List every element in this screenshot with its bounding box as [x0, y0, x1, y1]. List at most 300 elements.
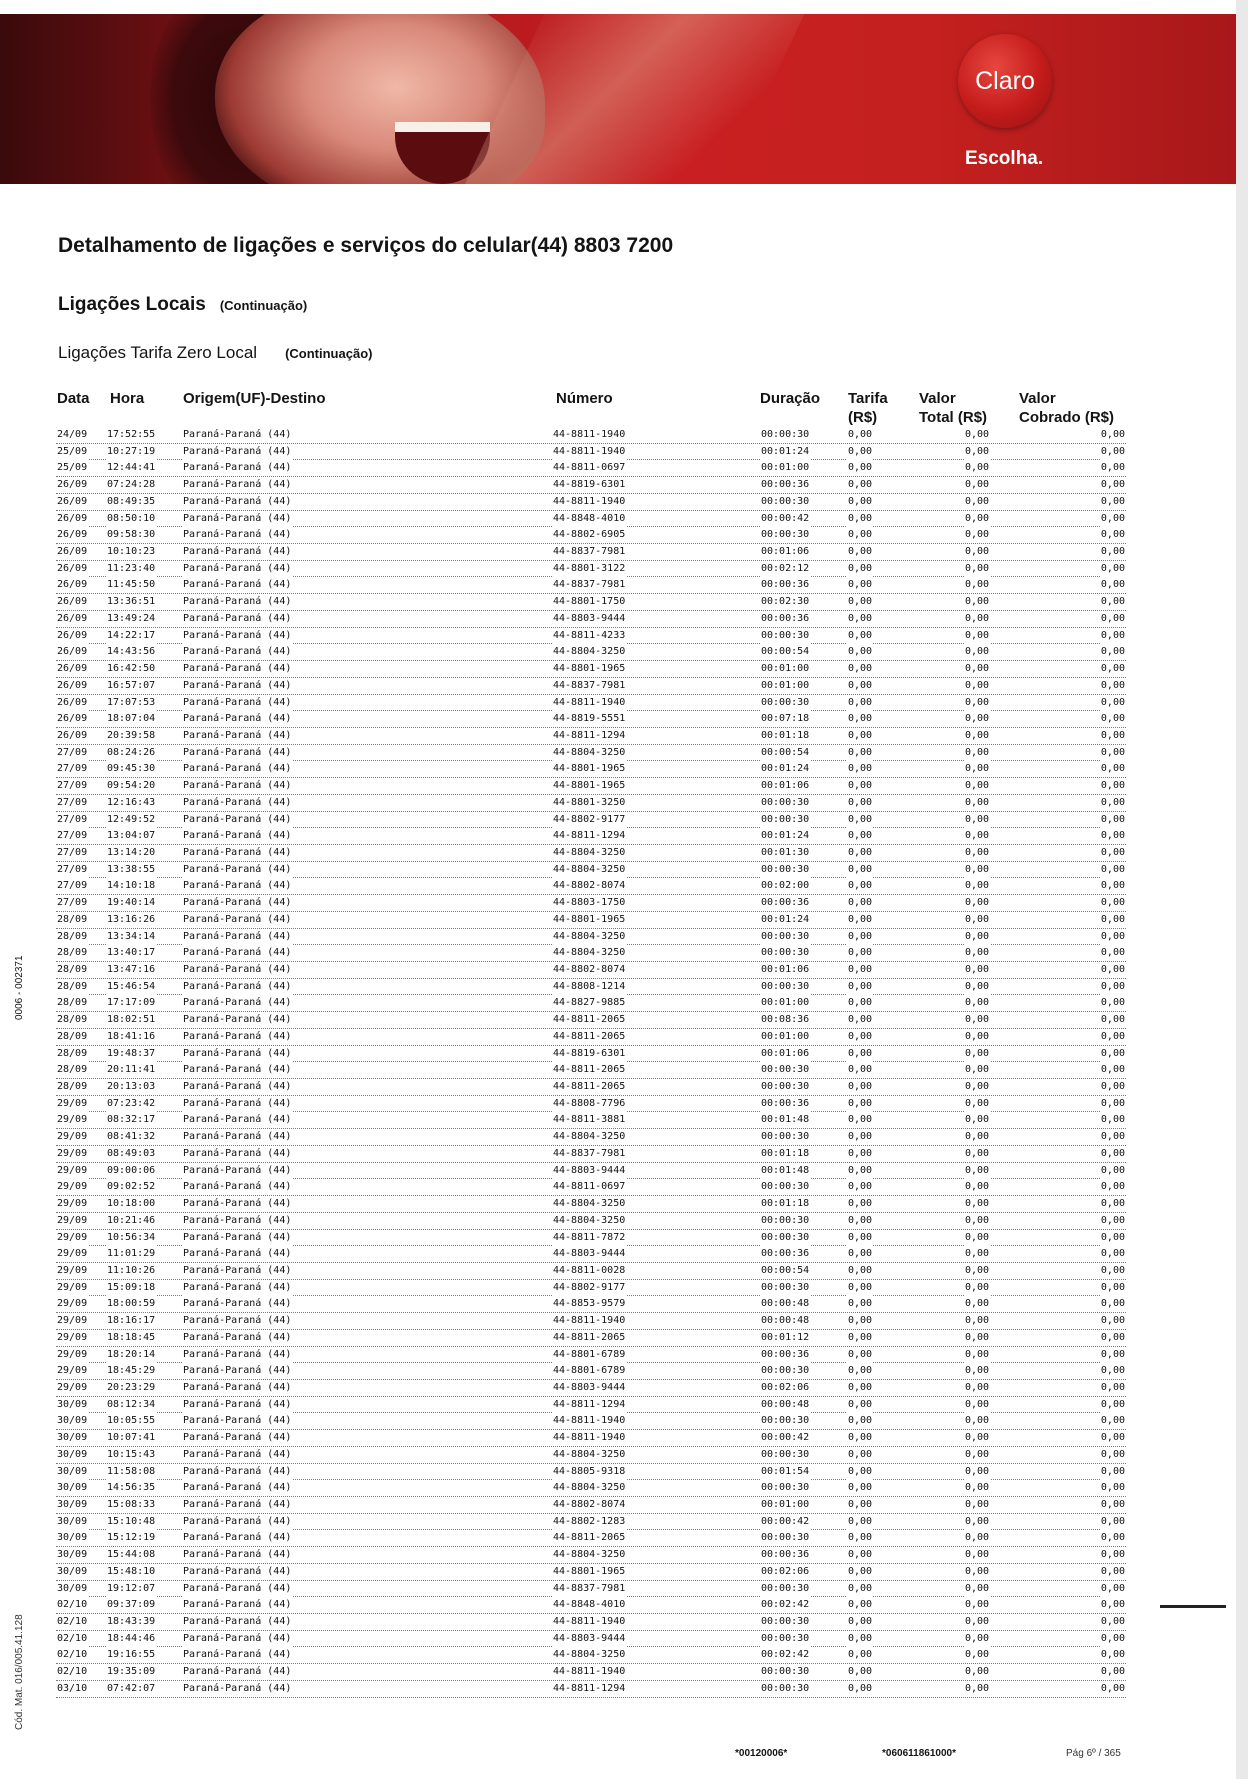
row-tariff: 0,00: [847, 812, 873, 828]
row-number: 44-8811-0028: [552, 1263, 626, 1279]
row-charged: 0,00: [1100, 995, 1126, 1011]
col-header-tarifa-unit: (R$): [848, 409, 878, 426]
row-time: 08:24:26: [106, 745, 156, 761]
row-origin: Paraná-Paraná (44): [182, 728, 292, 744]
row-date: 29/09: [56, 1363, 88, 1379]
row-date: 27/09: [56, 828, 88, 844]
row-origin: Paraná-Paraná (44): [182, 962, 292, 978]
row-number: 44-8811-1940: [552, 444, 626, 460]
row-number: 44-8804-3250: [552, 644, 626, 660]
row-time: 20:11:41: [106, 1062, 156, 1078]
row-number: 44-8811-1940: [552, 1313, 626, 1329]
row-time: 13:49:24: [106, 611, 156, 627]
row-date: 30/09: [56, 1530, 88, 1546]
row-total: 0,00: [964, 695, 990, 711]
row-total: 0,00: [964, 1363, 990, 1379]
row-duration: 00:00:30: [760, 929, 810, 945]
table-row: [56, 761, 1126, 778]
row-duration: 00:00:30: [760, 945, 810, 961]
table-row: [56, 845, 1126, 862]
row-charged: 0,00: [1100, 1647, 1126, 1663]
row-tariff: 0,00: [847, 795, 873, 811]
row-duration: 00:00:54: [760, 1263, 810, 1279]
row-total: 0,00: [964, 1112, 990, 1128]
row-charged: 0,00: [1100, 1564, 1126, 1580]
row-time: 12:49:52: [106, 812, 156, 828]
row-total: 0,00: [964, 979, 990, 995]
row-total: 0,00: [964, 812, 990, 828]
row-date: 29/09: [56, 1347, 88, 1363]
row-origin: Paraná-Paraná (44): [182, 1480, 292, 1496]
row-tariff: 0,00: [847, 1631, 873, 1647]
material-code: Cód. Mat. 016/005.41.128: [14, 1614, 25, 1730]
row-charged: 0,00: [1100, 1664, 1126, 1680]
row-date: 02/10: [56, 1664, 88, 1680]
row-number: 44-8804-3250: [552, 845, 626, 861]
row-origin: Paraná-Paraná (44): [182, 912, 292, 928]
table-row: [56, 695, 1126, 712]
row-number: 44-8811-2065: [552, 1029, 626, 1045]
row-time: 09:54:20: [106, 778, 156, 794]
row-tariff: 0,00: [847, 1397, 873, 1413]
row-charged: 0,00: [1100, 1046, 1126, 1062]
row-date: 26/09: [56, 678, 88, 694]
row-charged: 0,00: [1100, 1514, 1126, 1530]
table-row: [56, 561, 1126, 578]
row-date: 26/09: [56, 611, 88, 627]
table-row: [56, 1313, 1126, 1330]
row-date: 30/09: [56, 1564, 88, 1580]
row-number: 44-8804-3250: [552, 1647, 626, 1663]
row-date: 29/09: [56, 1230, 88, 1246]
table-row: [56, 1681, 1126, 1698]
row-date: 28/09: [56, 1012, 88, 1028]
row-date: 28/09: [56, 912, 88, 928]
row-date: 28/09: [56, 945, 88, 961]
row-tariff: 0,00: [847, 1430, 873, 1446]
table-row: [56, 895, 1126, 912]
row-number: 44-8808-7796: [552, 1096, 626, 1112]
row-duration: 00:01:00: [760, 678, 810, 694]
row-tariff: 0,00: [847, 544, 873, 560]
row-time: 09:00:06: [106, 1163, 156, 1179]
row-number: 44-8801-1965: [552, 661, 626, 677]
margin-mark: [1160, 1605, 1226, 1608]
row-charged: 0,00: [1100, 527, 1126, 543]
row-duration: 00:00:30: [760, 1581, 810, 1597]
row-total: 0,00: [964, 845, 990, 861]
row-time: 13:40:17: [106, 945, 156, 961]
table-row: [56, 1464, 1126, 1481]
row-duration: 00:00:42: [760, 1430, 810, 1446]
table-row: [56, 1112, 1126, 1129]
row-duration: 00:01:06: [760, 544, 810, 560]
row-number: 44-8802-8074: [552, 1497, 626, 1513]
row-date: 28/09: [56, 962, 88, 978]
row-time: 09:58:30: [106, 527, 156, 543]
row-time: 12:16:43: [106, 795, 156, 811]
table-row: [56, 1230, 1126, 1247]
col-header-tarifa: [848, 389, 888, 427]
table-row: [56, 979, 1126, 996]
row-tariff: 0,00: [847, 1380, 873, 1396]
row-origin: Paraná-Paraná (44): [182, 695, 292, 711]
row-tariff: 0,00: [847, 979, 873, 995]
brand-tagline: Escolha.: [965, 148, 1044, 169]
row-time: 14:22:17: [106, 628, 156, 644]
table-row: [56, 661, 1126, 678]
row-charged: 0,00: [1100, 1012, 1126, 1028]
table-row: [56, 812, 1126, 829]
row-time: 11:01:29: [106, 1246, 156, 1262]
row-date: 27/09: [56, 862, 88, 878]
row-charged: 0,00: [1100, 1129, 1126, 1145]
row-number: 44-8811-1294: [552, 1681, 626, 1697]
row-time: 16:57:07: [106, 678, 156, 694]
row-total: 0,00: [964, 778, 990, 794]
row-duration: 00:00:36: [760, 1347, 810, 1363]
row-charged: 0,00: [1100, 795, 1126, 811]
row-number: 44-8801-6789: [552, 1363, 626, 1379]
row-time: 13:04:07: [106, 828, 156, 844]
row-origin: Paraná-Paraná (44): [182, 711, 292, 727]
table-row: [56, 1480, 1126, 1497]
row-time: 18:41:16: [106, 1029, 156, 1045]
table-row: [56, 1213, 1126, 1230]
col-header-valor-total: [919, 389, 987, 427]
row-tariff: 0,00: [847, 1280, 873, 1296]
row-tariff: 0,00: [847, 511, 873, 527]
col-header-valor-cobrado-line2: Cobrado (R$): [1019, 409, 1114, 426]
row-charged: 0,00: [1100, 1313, 1126, 1329]
row-number: 44-8837-7981: [552, 1581, 626, 1597]
table-row: [56, 1046, 1126, 1063]
row-charged: 0,00: [1100, 444, 1126, 460]
table-row: [56, 1196, 1126, 1213]
row-duration: 00:00:36: [760, 477, 810, 493]
row-time: 10:10:23: [106, 544, 156, 560]
row-number: 44-8803-9444: [552, 1163, 626, 1179]
row-number: 44-8811-1940: [552, 695, 626, 711]
row-duration: 00:00:30: [760, 1530, 810, 1546]
row-time: 11:58:08: [106, 1464, 156, 1480]
row-total: 0,00: [964, 995, 990, 1011]
table-row: [56, 460, 1126, 477]
row-duration: 00:02:42: [760, 1597, 810, 1613]
table-row: [56, 611, 1126, 628]
row-origin: Paraná-Paraná (44): [182, 544, 292, 560]
row-origin: Paraná-Paraná (44): [182, 644, 292, 660]
row-total: 0,00: [964, 929, 990, 945]
row-origin: Paraná-Paraná (44): [182, 427, 292, 443]
row-origin: Paraná-Paraná (44): [182, 1430, 292, 1446]
row-charged: 0,00: [1100, 895, 1126, 911]
row-charged: 0,00: [1100, 611, 1126, 627]
row-number: 44-8801-1750: [552, 594, 626, 610]
table-row: [56, 594, 1126, 611]
row-duration: 00:00:30: [760, 427, 810, 443]
row-date: 02/10: [56, 1647, 88, 1663]
row-tariff: 0,00: [847, 695, 873, 711]
row-origin: Paraná-Paraná (44): [182, 1246, 292, 1262]
row-total: 0,00: [964, 594, 990, 610]
row-tariff: 0,00: [847, 1196, 873, 1212]
row-total: 0,00: [964, 945, 990, 961]
table-row: [56, 1012, 1126, 1029]
row-origin: Paraná-Paraná (44): [182, 1179, 292, 1195]
row-origin: Paraná-Paraná (44): [182, 1280, 292, 1296]
row-charged: 0,00: [1100, 577, 1126, 593]
row-total: 0,00: [964, 444, 990, 460]
row-origin: Paraná-Paraná (44): [182, 628, 292, 644]
row-number: 44-8808-1214: [552, 979, 626, 995]
row-total: 0,00: [964, 1079, 990, 1095]
row-charged: 0,00: [1100, 678, 1126, 694]
col-header-duracao: Duração: [760, 390, 821, 407]
row-time: 10:07:41: [106, 1430, 156, 1446]
row-tariff: 0,00: [847, 711, 873, 727]
row-total: 0,00: [964, 1230, 990, 1246]
row-charged: 0,00: [1100, 862, 1126, 878]
row-time: 18:18:45: [106, 1330, 156, 1346]
col-header-origem: Origem(UF)-Destino: [183, 390, 326, 407]
row-charged: 0,00: [1100, 1296, 1126, 1312]
row-charged: 0,00: [1100, 661, 1126, 677]
table-row: [56, 1447, 1126, 1464]
row-number: 44-8853-9579: [552, 1296, 626, 1312]
row-date: 30/09: [56, 1581, 88, 1597]
row-origin: Paraná-Paraná (44): [182, 745, 292, 761]
row-tariff: 0,00: [847, 477, 873, 493]
row-duration: 00:00:30: [760, 862, 810, 878]
row-time: 17:52:55: [106, 427, 156, 443]
row-time: 10:05:55: [106, 1413, 156, 1429]
row-duration: 00:00:48: [760, 1313, 810, 1329]
row-total: 0,00: [964, 511, 990, 527]
row-number: 44-8811-1940: [552, 1664, 626, 1680]
row-charged: 0,00: [1100, 544, 1126, 560]
row-tariff: 0,00: [847, 611, 873, 627]
row-charged: 0,00: [1100, 1581, 1126, 1597]
table-row: [56, 912, 1126, 929]
row-date: 30/09: [56, 1514, 88, 1530]
row-time: 15:10:48: [106, 1514, 156, 1530]
row-number: 44-8803-9444: [552, 1246, 626, 1262]
row-total: 0,00: [964, 1480, 990, 1496]
row-number: 44-8811-4233: [552, 628, 626, 644]
row-origin: Paraná-Paraná (44): [182, 795, 292, 811]
row-date: 28/09: [56, 1029, 88, 1045]
table-row: [56, 1079, 1126, 1096]
row-origin: Paraná-Paraná (44): [182, 611, 292, 627]
row-date: 27/09: [56, 812, 88, 828]
subsection-label: Ligações Tarifa Zero Local: [58, 343, 258, 362]
row-date: 30/09: [56, 1430, 88, 1446]
row-tariff: 0,00: [847, 1012, 873, 1028]
row-charged: 0,00: [1100, 1363, 1126, 1379]
row-tariff: 0,00: [847, 661, 873, 677]
row-total: 0,00: [964, 1179, 990, 1195]
row-time: 18:07:04: [106, 711, 156, 727]
row-tariff: 0,00: [847, 1664, 873, 1680]
row-total: 0,00: [964, 912, 990, 928]
row-origin: Paraná-Paraná (44): [182, 812, 292, 828]
table-row: [56, 511, 1126, 528]
row-tariff: 0,00: [847, 862, 873, 878]
row-tariff: 0,00: [847, 1447, 873, 1463]
row-origin: Paraná-Paraná (44): [182, 1514, 292, 1530]
row-date: 28/09: [56, 1046, 88, 1062]
row-tariff: 0,00: [847, 1046, 873, 1062]
row-total: 0,00: [964, 1514, 990, 1530]
row-time: 11:45:50: [106, 577, 156, 593]
page-number: Pág 6º / 365: [1066, 1748, 1121, 1759]
row-origin: Paraná-Paraná (44): [182, 895, 292, 911]
row-tariff: 0,00: [847, 1564, 873, 1580]
row-tariff: 0,00: [847, 745, 873, 761]
row-tariff: 0,00: [847, 1581, 873, 1597]
row-time: 08:49:03: [106, 1146, 156, 1162]
row-total: 0,00: [964, 427, 990, 443]
row-time: 07:23:42: [106, 1096, 156, 1112]
row-date: 26/09: [56, 628, 88, 644]
row-charged: 0,00: [1100, 778, 1126, 794]
table-row: [56, 778, 1126, 795]
row-total: 0,00: [964, 1330, 990, 1346]
col-header-data: Data: [57, 390, 90, 407]
row-duration: 00:01:48: [760, 1163, 810, 1179]
row-time: 18:20:14: [106, 1347, 156, 1363]
row-number: 44-8811-1294: [552, 828, 626, 844]
row-origin: Paraná-Paraná (44): [182, 1631, 292, 1647]
row-duration: 00:01:06: [760, 1046, 810, 1062]
row-date: 02/10: [56, 1597, 88, 1613]
row-charged: 0,00: [1100, 1029, 1126, 1045]
row-number: 44-8819-6301: [552, 477, 626, 493]
row-duration: 00:00:30: [760, 795, 810, 811]
row-charged: 0,00: [1100, 1480, 1126, 1496]
row-time: 09:37:09: [106, 1597, 156, 1613]
row-time: 13:14:20: [106, 845, 156, 861]
row-date: 29/09: [56, 1179, 88, 1195]
row-number: 44-8811-1940: [552, 1430, 626, 1446]
table-row: [56, 1029, 1126, 1046]
row-origin: Paraná-Paraná (44): [182, 929, 292, 945]
row-charged: 0,00: [1100, 1530, 1126, 1546]
row-duration: 00:02:00: [760, 878, 810, 894]
row-origin: Paraná-Paraná (44): [182, 761, 292, 777]
col-header-valor-total-line2: Total (R$): [919, 409, 988, 426]
calls-table: [56, 427, 1126, 1698]
row-total: 0,00: [964, 962, 990, 978]
row-origin: Paraná-Paraná (44): [182, 862, 292, 878]
row-total: 0,00: [964, 1614, 990, 1630]
table-row: [56, 1280, 1126, 1297]
row-duration: 00:02:42: [760, 1647, 810, 1663]
page-edge: [1236, 0, 1248, 1779]
row-charged: 0,00: [1100, 929, 1126, 945]
col-header-numero: Número: [556, 390, 613, 407]
row-charged: 0,00: [1100, 711, 1126, 727]
row-duration: 00:00:30: [760, 1681, 810, 1697]
row-duration: 00:00:36: [760, 1547, 810, 1563]
row-tariff: 0,00: [847, 678, 873, 694]
row-time: 08:41:32: [106, 1129, 156, 1145]
row-tariff: 0,00: [847, 1079, 873, 1095]
row-tariff: 0,00: [847, 1480, 873, 1496]
row-date: 29/09: [56, 1280, 88, 1296]
row-number: 44-8802-9177: [552, 1280, 626, 1296]
row-time: 14:10:18: [106, 878, 156, 894]
row-total: 0,00: [964, 1497, 990, 1513]
table-row: [56, 728, 1126, 745]
row-tariff: 0,00: [847, 561, 873, 577]
row-number: 44-8804-3250: [552, 745, 626, 761]
row-total: 0,00: [964, 494, 990, 510]
row-charged: 0,00: [1100, 594, 1126, 610]
row-time: 18:44:46: [106, 1631, 156, 1647]
row-origin: Paraná-Paraná (44): [182, 1213, 292, 1229]
row-total: 0,00: [964, 1163, 990, 1179]
row-tariff: 0,00: [847, 1497, 873, 1513]
row-date: 02/10: [56, 1631, 88, 1647]
row-number: 44-8804-3250: [552, 1480, 626, 1496]
row-origin: Paraná-Paraná (44): [182, 979, 292, 995]
row-duration: 00:01:18: [760, 1146, 810, 1162]
row-date: 30/09: [56, 1497, 88, 1513]
row-origin: Paraná-Paraná (44): [182, 1079, 292, 1095]
table-row: [56, 1330, 1126, 1347]
claro-logo: [958, 34, 1052, 128]
row-origin: Paraná-Paraná (44): [182, 778, 292, 794]
row-date: 26/09: [56, 711, 88, 727]
row-tariff: 0,00: [847, 945, 873, 961]
row-total: 0,00: [964, 1196, 990, 1212]
table-row: [56, 1263, 1126, 1280]
row-time: 20:23:29: [106, 1380, 156, 1396]
row-time: 18:45:29: [106, 1363, 156, 1379]
row-charged: 0,00: [1100, 1263, 1126, 1279]
col-header-tarifa-label: Tarifa: [848, 390, 888, 407]
row-tariff: 0,00: [847, 527, 873, 543]
row-tariff: 0,00: [847, 594, 873, 610]
row-total: 0,00: [964, 1296, 990, 1312]
table-row: [56, 444, 1126, 461]
row-tariff: 0,00: [847, 1062, 873, 1078]
section-continuation: (Continuação): [219, 298, 308, 313]
row-origin: Paraná-Paraná (44): [182, 1380, 292, 1396]
row-time: 19:12:07: [106, 1581, 156, 1597]
row-duration: 00:00:42: [760, 1514, 810, 1530]
row-time: 13:16:26: [106, 912, 156, 928]
row-tariff: 0,00: [847, 1313, 873, 1329]
table-row: [56, 795, 1126, 812]
row-date: 29/09: [56, 1296, 88, 1312]
row-total: 0,00: [964, 1413, 990, 1429]
table-row: [56, 1347, 1126, 1364]
row-origin: Paraná-Paraná (44): [182, 1196, 292, 1212]
row-origin: Paraná-Paraná (44): [182, 1681, 292, 1697]
row-total: 0,00: [964, 1129, 990, 1145]
table-row: [56, 1163, 1126, 1180]
row-origin: Paraná-Paraná (44): [182, 1330, 292, 1346]
row-total: 0,00: [964, 1564, 990, 1580]
row-tariff: 0,00: [847, 1263, 873, 1279]
row-tariff: 0,00: [847, 1614, 873, 1630]
row-duration: 00:07:18: [760, 711, 810, 727]
row-total: 0,00: [964, 878, 990, 894]
row-date: 26/09: [56, 561, 88, 577]
